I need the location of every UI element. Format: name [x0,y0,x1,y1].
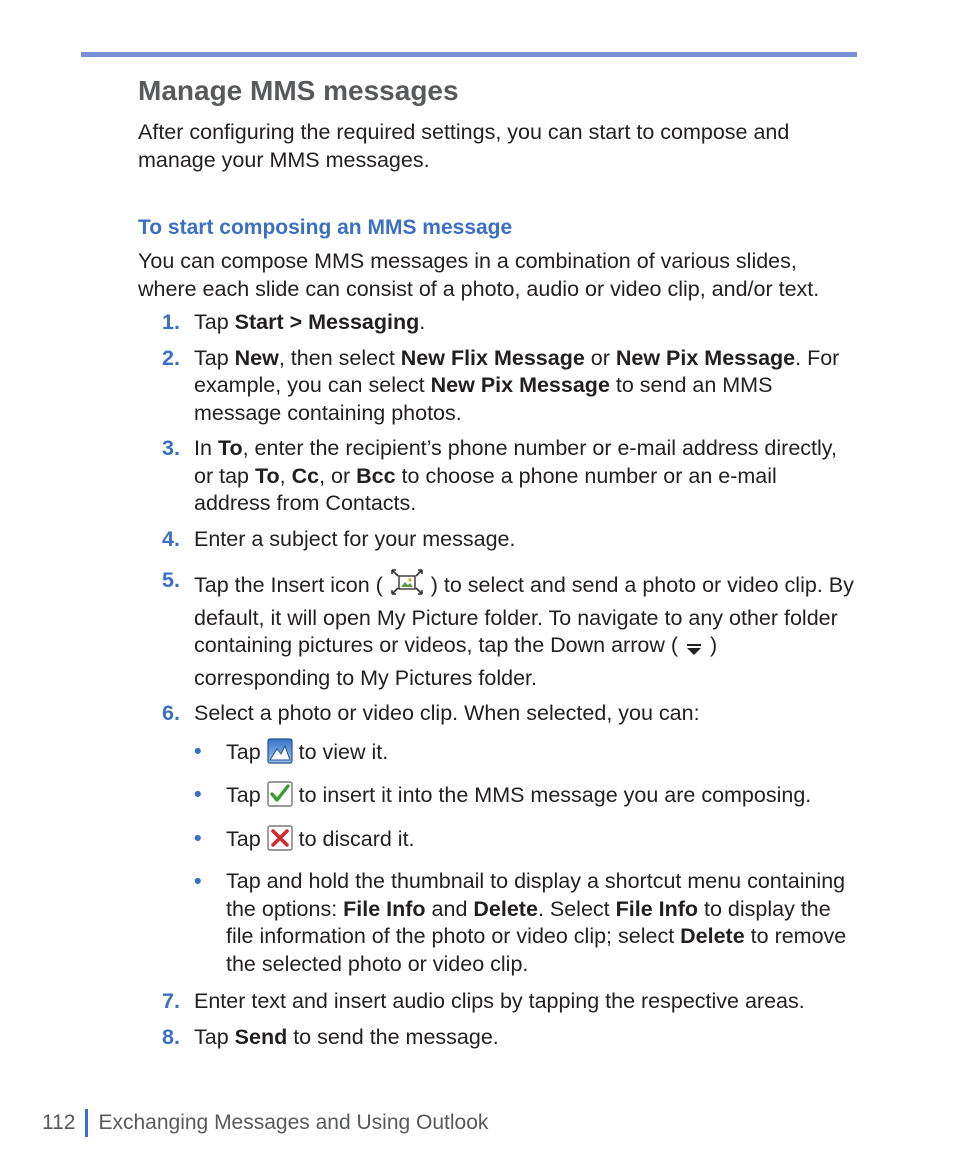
down-arrow-icon [684,637,704,665]
step-text: , [279,463,292,488]
page-footer [42,1108,488,1138]
step-text: ) to select and send a photo or video clip. By default, it will open My Picture folder. To navigate to any other folder containing pictures or videos, tap the Down arrow ( [194,573,854,657]
step-number: 8. [162,1024,180,1049]
step-number: 2. [162,345,180,370]
step-3 [138,435,858,518]
option-insert [194,781,858,815]
step-number: 4. [162,526,180,551]
bullet-bold: File Info [343,896,426,921]
step-text: In [194,436,218,460]
step-5 [138,567,858,692]
bullet-marker: • [194,869,202,893]
bullet-text: Tap [226,783,267,807]
check-icon [267,781,293,815]
step-text: to choose a phone number or an e-mail address from Contacts. [194,463,777,515]
step-2 [138,345,858,428]
step-6 [138,700,858,978]
step-text: Enter a subject for your message. [194,526,516,551]
step-number: 7. [162,989,180,1013]
bullet-text: to display the file information of the photo or video clip; select [226,896,831,948]
step-text: , or [319,463,357,488]
insert-picture-icon [389,567,425,605]
step-bold: New Flix Message [400,345,585,370]
step-bold: Bcc [356,463,396,488]
top-rule [81,52,857,57]
view-picture-icon [267,738,293,772]
chapter-title: Exchanging Messages and Using Outlook [98,1111,489,1134]
step-number: 5. [162,568,180,592]
page-number: 112 [42,1111,76,1134]
step-text: , enter the recipient’s phone number or e-mail address directly, or tap [194,436,837,488]
page-title: Manage MMS messages [138,75,459,106]
step-text: Tap [194,310,235,334]
bullet-text: Tap [226,739,267,764]
step-text: Enter text and insert audio clips by tapping the respective areas. [194,989,805,1013]
step-number: 3. [162,436,180,460]
step-text: or [584,345,616,370]
bullet-text: to discard it. [292,826,415,851]
options-list [194,738,858,979]
close-icon [267,825,293,859]
option-shortcut-menu [194,868,858,978]
step-text: , then select [278,345,401,370]
step-bold: Send [234,1024,288,1049]
section-heading: To start composing an MMS message [138,216,513,239]
step-7 [138,988,858,1016]
step-bold: New Pix Message [615,345,796,370]
step-text: Select a photo or video clip. When selected, you can: [194,701,700,725]
step-number: 6. [162,701,180,725]
bullet-text: to remove the selected photo or video clip. [226,924,847,976]
bullet-text: to insert it into the MMS message you are composing. [292,783,812,807]
bullet-marker: • [194,825,202,850]
step-bold: To [217,436,243,460]
step-4 [138,526,858,554]
step-text: to send the message. [287,1024,499,1049]
intro-paragraph: After configuring the required settings, you can start to compose and manage your MMS messages. [138,120,790,172]
step-number: 1. [162,310,180,334]
step-text: ) corresponding to My Pictures folder. [194,633,718,690]
section-intro: You can compose MMS messages in a combination of various slides, where each slide can consist of a photo, audio or video clip, and/or text. [138,249,820,301]
bullet-text: Tap and hold the thumbnail to display a shortcut menu containing the options: [226,869,846,921]
footer-divider [85,1109,88,1137]
step-text: . For example, you can select [194,345,840,397]
bullet-bold: Delete [473,896,538,921]
bullet-bold: Delete [680,924,745,948]
step-text: Tap the Insert icon ( [194,573,389,597]
step-bold: To [254,463,280,488]
step-bold: Start > Messaging [234,310,420,334]
bullet-text: . Select [537,896,616,921]
bullet-text: Tap [226,826,267,851]
bullet-marker: • [194,782,202,806]
step-8 [138,1024,858,1052]
step-text: to send an MMS message containing photos. [194,373,773,425]
bullet-text: to view it. [292,739,389,764]
step-bold: Cc [291,463,320,488]
bullet-bold: File Info [615,896,699,921]
option-view [194,738,858,772]
step-text: Tap [194,345,235,370]
step-bold: New [234,345,279,370]
step-bold: New Pix Message [430,373,610,397]
page-content [138,74,858,1059]
step-1 [138,309,858,337]
bullet-text: and [425,896,474,921]
steps-list [138,309,858,1051]
step-text: Tap [194,1024,235,1049]
bullet-marker: • [194,738,202,763]
option-discard [194,825,858,859]
step-text: . [419,310,426,334]
